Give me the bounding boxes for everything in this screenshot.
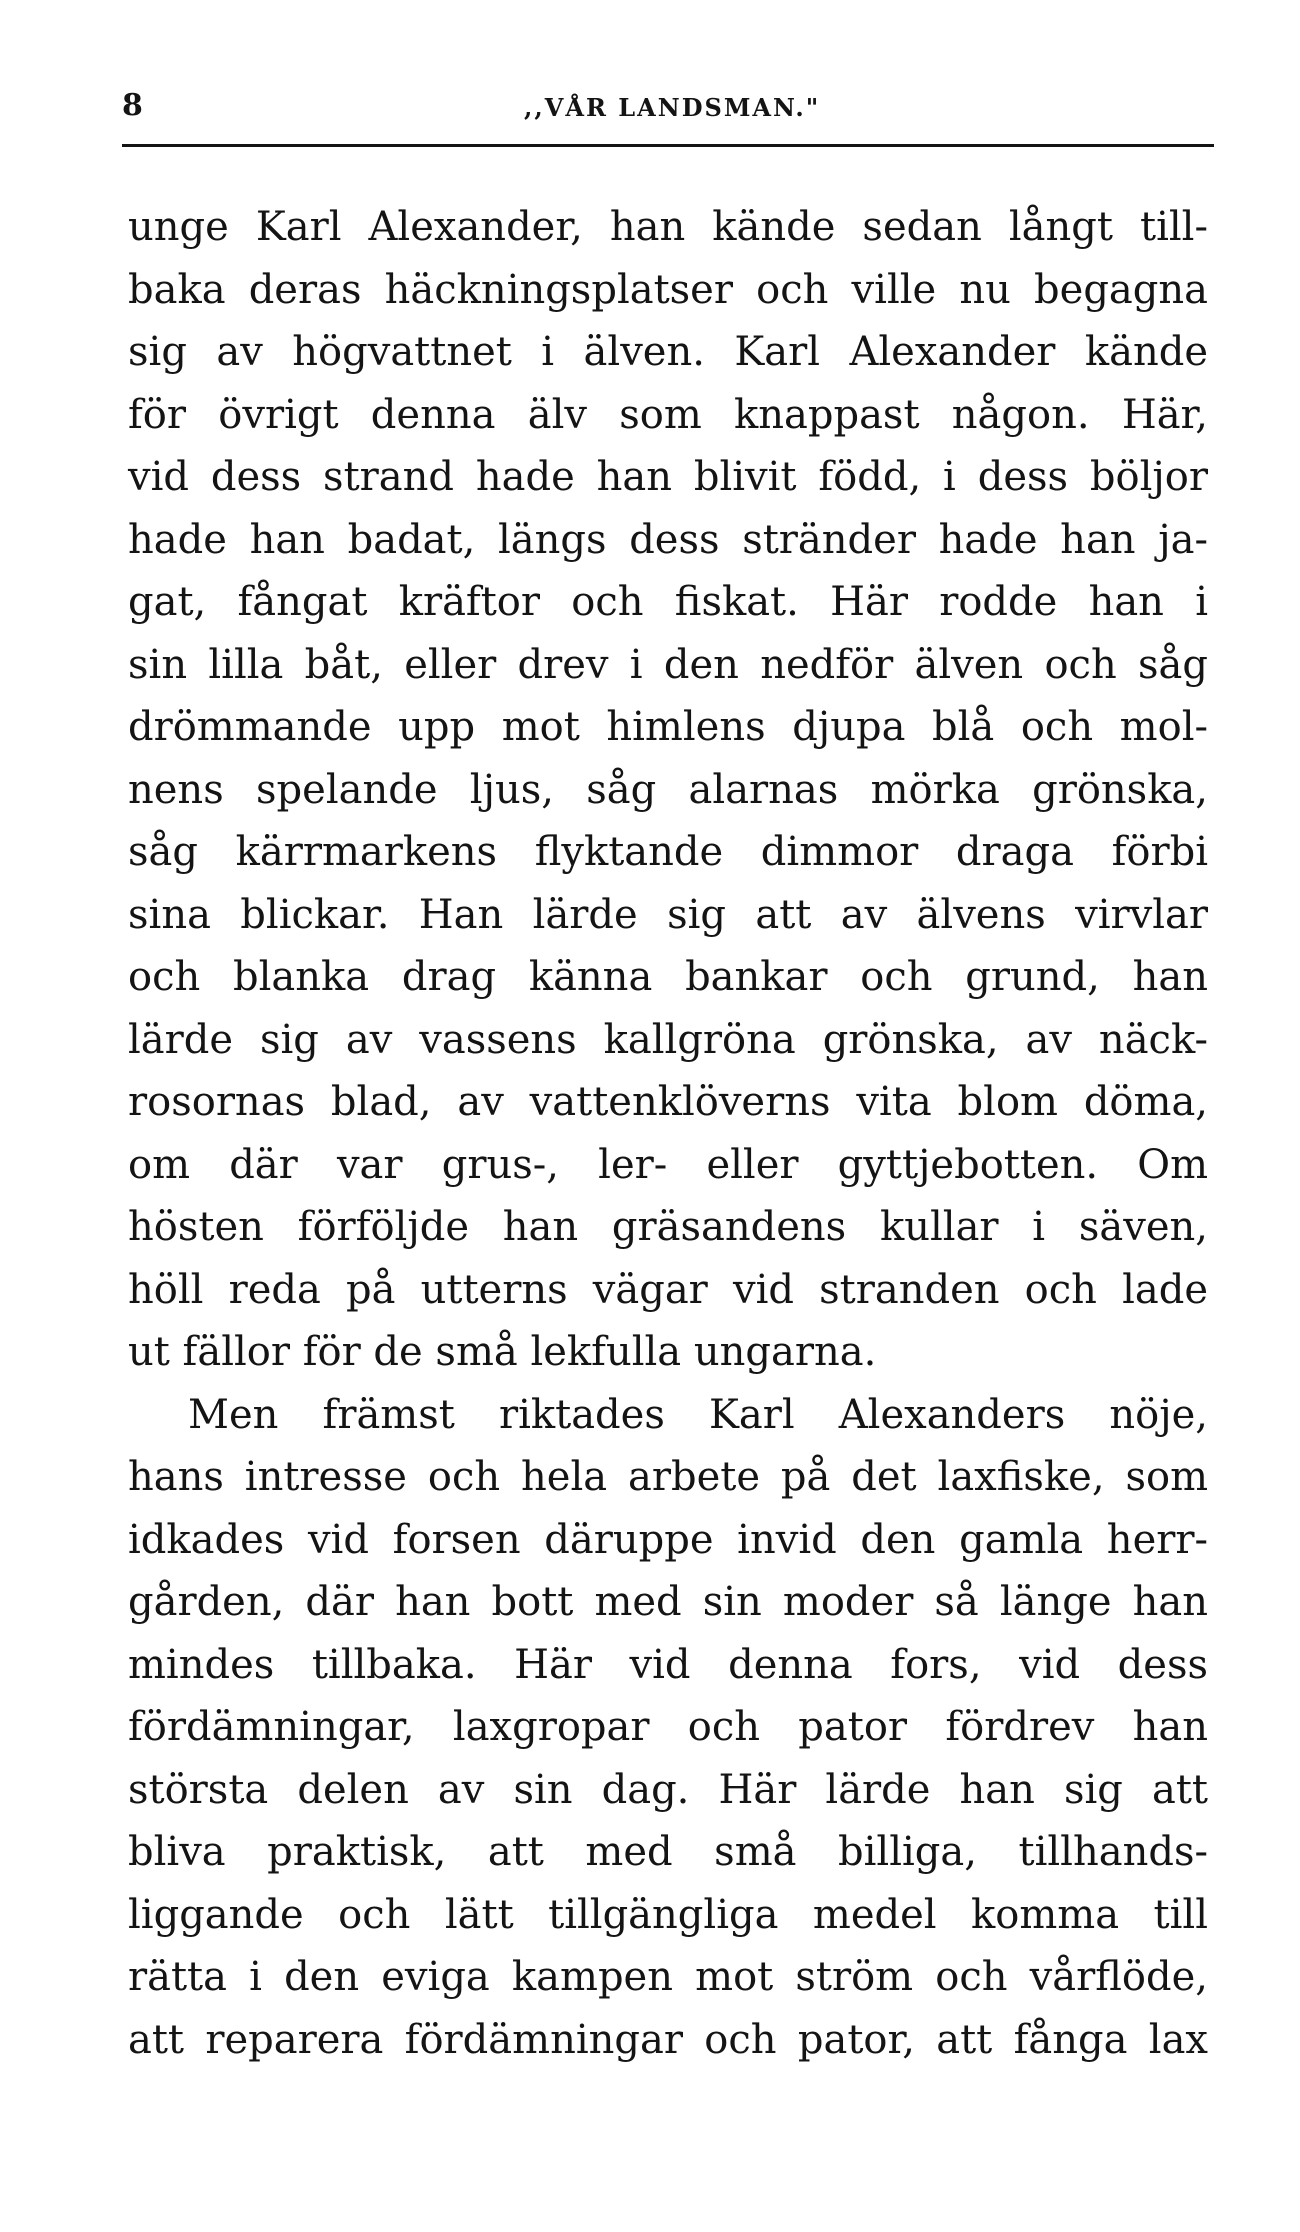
- text-line: lärde sig av vassens kallgröna grönska, av näck-: [128, 1016, 1208, 1063]
- text-line: största delen av sin dag. Här lärde han sig att: [128, 1766, 1208, 1813]
- text-line: hans intresse och hela arbete på det laxfiske, som: [128, 1454, 1208, 1500]
- text-line: att reparera fördämningar och pator, att fånga lax: [128, 2016, 1208, 2063]
- text-line: drömmande upp mot himlens djupa blå och mol-: [128, 704, 1208, 750]
- running-title: ,,VÅR LANDSMAN.": [524, 93, 821, 122]
- paragraph-2: [128, 1384, 1208, 2072]
- header-rule: [122, 144, 1214, 147]
- text-line: nens spelande ljus, såg alarnas mörka grönska,: [128, 766, 1208, 813]
- text-line: sina blickar. Han lärde sig att av älvens virvlar: [128, 891, 1208, 938]
- text-line: idkades vid forsen däruppe invid den gamla herr-: [128, 1516, 1208, 1563]
- text-line: baka deras häckningsplatser och ville nu begagna: [128, 266, 1208, 313]
- text-line: liggande och lätt tillgängliga medel komma till: [128, 1891, 1208, 1938]
- text-line: Men främst riktades Karl Alexanders nöje,: [188, 1391, 1208, 1438]
- body-text: [128, 196, 1208, 2071]
- text-line: rätta i den eviga kampen mot ström och vårflöde,: [128, 1954, 1208, 2000]
- text-line: såg kärrmarkens flyktande dimmor draga förbi: [128, 829, 1208, 875]
- text-line: fördämningar, laxgropar och pator fördrev han: [128, 1704, 1208, 1750]
- text-line: gården, där han bott med sin moder så länge han: [128, 1579, 1208, 1625]
- text-line: ut fällor för de små lekfulla ungarna.: [128, 1329, 877, 1375]
- text-line: sig av högvattnet i älven. Karl Alexander kände: [128, 329, 1208, 375]
- text-line: hade han badat, längs dess stränder hade han ja-: [128, 516, 1208, 563]
- text-line: mindes tillbaka. Här vid denna fors, vid dess: [128, 1641, 1208, 1688]
- text-line: unge Karl Alexander, han kände sedan långt till-: [128, 204, 1208, 250]
- running-head: [122, 72, 1214, 132]
- text-line: vid dess strand hade han blivit född, i dess böljor: [128, 454, 1208, 500]
- page-number: 8: [122, 88, 143, 123]
- text-line: rosornas blad, av vattenklöverns vita blom döma,: [128, 1079, 1208, 1125]
- text-line: bliva praktisk, att med små billiga, tillhands-: [128, 1829, 1208, 1875]
- text-line: gat, fångat kräftor och fiskat. Här rodde han i: [128, 579, 1208, 625]
- text-line: och blanka drag känna bankar och grund, han: [128, 954, 1208, 1000]
- text-line: sin lilla båt, eller drev i den nedför älven och såg: [128, 641, 1208, 688]
- text-line: om där var grus-, ler- eller gyttjebotten. Om: [128, 1141, 1208, 1188]
- text-line: höll reda på utterns vägar vid stranden och lade: [128, 1266, 1208, 1313]
- text-line: för övrigt denna älv som knappast någon. Här,: [128, 391, 1208, 438]
- text-line: hösten förföljde han gräsandens kullar i säven,: [128, 1204, 1208, 1250]
- paragraph-1: [128, 196, 1208, 1384]
